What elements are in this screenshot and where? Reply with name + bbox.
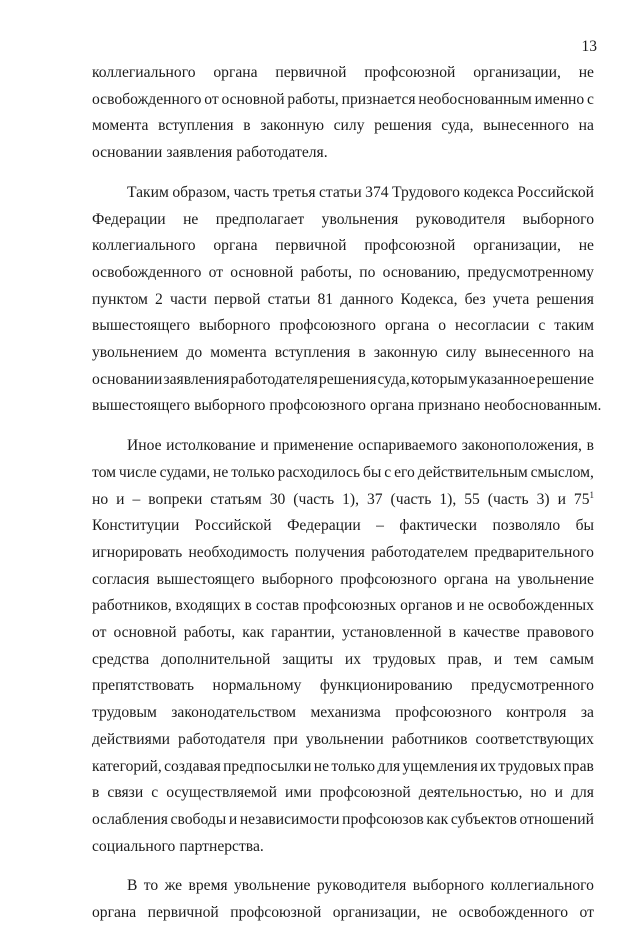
word: основанию, — [382, 263, 461, 281]
word: с — [538, 317, 546, 335]
word: как — [242, 624, 265, 642]
word: 1), — [342, 490, 359, 508]
word: согласия — [92, 570, 150, 588]
word: статьям — [210, 490, 262, 508]
word: профсоюзной — [230, 904, 322, 922]
word: тем — [514, 650, 538, 668]
word: и — [116, 490, 125, 508]
word: механизма — [310, 704, 381, 722]
word: $75^1$ — [573, 489, 594, 508]
word: от — [579, 904, 594, 922]
word: решения — [374, 117, 432, 135]
word: необоснованным — [418, 90, 532, 108]
word: по — [359, 263, 376, 281]
word: статьи — [267, 290, 311, 308]
word: бы — [575, 517, 594, 535]
word: в — [244, 597, 252, 615]
word: категорий, — [92, 757, 162, 775]
word: деятельностью, — [418, 784, 523, 802]
word: выборного — [261, 570, 334, 588]
word: Кодекса, — [400, 290, 458, 308]
word: о — [438, 317, 446, 335]
word: образом, — [172, 183, 231, 201]
text-line — [92, 313, 594, 340]
word: самым — [549, 650, 594, 668]
word: профсоюзных — [303, 597, 397, 615]
word: от — [208, 263, 224, 281]
word: которым — [410, 370, 468, 388]
word: социального — [92, 837, 176, 855]
word: освобожденного — [458, 904, 569, 922]
word: получения — [294, 543, 365, 561]
word: в — [448, 624, 457, 642]
word: осуществляемой — [166, 784, 277, 802]
text-line — [92, 233, 594, 260]
word: основной — [230, 263, 294, 281]
word: коллегиального — [92, 237, 196, 255]
word: профсоюзной — [319, 784, 411, 802]
word: трудовым — [92, 704, 157, 722]
word: для — [571, 784, 594, 802]
word: партнерства. — [179, 837, 264, 855]
word: бы — [362, 463, 382, 481]
word: за — [580, 704, 594, 722]
word: пунктом — [92, 290, 148, 308]
word: от — [204, 90, 219, 108]
word: руководителя — [316, 877, 407, 895]
text-line — [92, 140, 594, 167]
word: позволяло — [492, 517, 561, 535]
word: основании — [92, 144, 163, 162]
text-line — [92, 873, 594, 900]
word: 37 — [366, 490, 383, 508]
text-line — [92, 207, 594, 234]
word: в — [92, 784, 100, 802]
word: вышестоящего — [92, 317, 191, 335]
word: действительным — [417, 463, 528, 481]
word: 2 — [155, 290, 163, 308]
word: с — [587, 90, 594, 108]
word: применение — [273, 437, 354, 455]
word: в — [586, 437, 594, 455]
word: коллегиального — [490, 877, 594, 895]
word: вынесенного — [484, 344, 571, 362]
word: и — [554, 784, 563, 802]
word: не — [213, 463, 229, 481]
word: предварительного — [474, 543, 594, 561]
word: нормальному — [212, 677, 302, 695]
word: с — [151, 784, 159, 802]
text-line — [92, 700, 594, 727]
word: увольнением — [92, 344, 179, 362]
word: гарантии, — [271, 624, 335, 642]
page-number: 13 — [581, 38, 597, 55]
word: не — [578, 237, 594, 255]
word: при — [273, 730, 298, 748]
word: первичной — [275, 64, 347, 81]
word: то — [143, 877, 159, 895]
text-line — [92, 513, 594, 540]
word: Трудового — [392, 183, 460, 201]
word: 3) — [536, 490, 550, 508]
text-line — [92, 260, 594, 287]
word: суда, — [377, 370, 410, 388]
word: работодателя. — [236, 144, 328, 162]
word: Российской — [517, 183, 594, 201]
word: но — [530, 784, 547, 802]
word: правового — [526, 624, 594, 642]
word: и — [557, 490, 566, 508]
word: признано — [418, 397, 481, 415]
word: организации, — [473, 64, 561, 81]
word: и — [260, 437, 269, 455]
word: решение — [536, 370, 594, 388]
word: профсоюзного — [269, 397, 366, 415]
word: трудовых — [372, 650, 436, 668]
word: 81 — [317, 290, 334, 308]
word: первой — [213, 290, 261, 308]
word: вышестоящего — [92, 397, 191, 415]
word: (часть — [293, 490, 335, 508]
word: именно — [534, 90, 585, 108]
word: решения — [536, 290, 594, 308]
word: кодекса — [463, 183, 514, 201]
word: функционированию — [319, 677, 453, 695]
word: от — [92, 624, 107, 642]
paragraph-spacing — [92, 860, 594, 873]
word: профсоюзной — [364, 64, 456, 81]
word: Таким — [127, 183, 169, 201]
word: фактически — [399, 517, 477, 535]
text-line — [92, 113, 594, 140]
word: основной — [113, 624, 177, 642]
word: профсоюзного — [340, 570, 437, 588]
text-line — [92, 593, 594, 620]
word: таким — [554, 317, 594, 335]
word: суда, — [441, 117, 474, 135]
word: 374 — [365, 183, 389, 201]
word: силу — [333, 117, 365, 135]
word: расходилось — [277, 463, 361, 481]
word: заявления — [163, 370, 230, 388]
word: освобожденного — [92, 263, 202, 281]
word: – — [132, 490, 141, 508]
paragraph — [92, 180, 602, 420]
word: основной — [221, 90, 285, 108]
word: профсоюзной — [364, 237, 456, 255]
word: органа — [213, 64, 258, 81]
text-line — [92, 620, 594, 647]
word: части — [169, 290, 207, 308]
superscript: 1 — [589, 489, 594, 500]
word: работы, — [287, 90, 339, 108]
word: не — [313, 757, 330, 775]
word: основании — [92, 370, 163, 388]
word: органов — [400, 597, 453, 615]
text-line — [92, 647, 594, 674]
word: В — [127, 877, 138, 895]
text-line — [92, 433, 594, 460]
word: (часть — [487, 490, 529, 508]
word: с — [384, 463, 392, 481]
paragraph-spacing — [92, 420, 594, 433]
word: на — [578, 344, 594, 362]
word: связи — [107, 784, 144, 802]
word: органа — [443, 570, 489, 588]
word: ущемления — [402, 757, 478, 775]
word: Конституции — [92, 517, 180, 535]
word: Федерации — [92, 210, 166, 228]
word: смыслом, — [530, 463, 594, 481]
word: не — [431, 904, 448, 922]
word: признается — [341, 90, 416, 108]
word: первичной — [147, 904, 219, 922]
word: трудовых — [498, 757, 562, 775]
word: работы, — [300, 263, 353, 281]
word: – — [376, 517, 384, 535]
text-line — [92, 393, 602, 420]
word: законоположения, — [461, 437, 582, 455]
word: вынесенного — [483, 117, 570, 135]
word: законную — [260, 117, 325, 135]
word: истолкование — [166, 437, 256, 455]
word: профсоюзов — [342, 810, 424, 828]
paragraph — [92, 873, 594, 926]
word: необходимость — [188, 543, 289, 561]
word: препятствовать — [92, 677, 194, 695]
word: 55 — [464, 490, 480, 508]
word: коллегиального — [92, 64, 196, 81]
text-line — [92, 460, 594, 487]
word: работников — [391, 730, 468, 748]
word: решения — [318, 370, 377, 388]
word: судами, — [159, 463, 211, 481]
word: и — [493, 650, 503, 668]
word: дополнительной — [161, 650, 271, 668]
word: момента — [210, 344, 267, 362]
word: вступления — [274, 344, 351, 362]
word: предпосылки — [223, 757, 312, 775]
word: руководителя — [415, 210, 506, 228]
word: до — [186, 344, 203, 362]
word: увольнении — [305, 730, 384, 748]
word: 1), — [439, 490, 457, 508]
word: организации, — [332, 904, 421, 922]
word: выборного — [199, 317, 271, 335]
word: но — [92, 490, 109, 508]
word: качестве — [463, 624, 520, 642]
word: ослабления — [92, 810, 168, 828]
word: установленной — [342, 624, 442, 642]
word: статьи — [318, 183, 362, 201]
word: же — [164, 877, 183, 895]
text-line — [92, 540, 594, 567]
word: без — [464, 290, 486, 308]
word: вступления — [158, 117, 234, 135]
word: состав — [255, 597, 300, 615]
text-line — [92, 807, 594, 834]
word: на — [578, 117, 594, 135]
word: органа — [213, 237, 258, 255]
word: вышестоящего — [156, 570, 255, 588]
word: учета — [492, 290, 530, 308]
word: выборного — [412, 877, 485, 895]
word: работников, — [92, 597, 172, 615]
word: предусмотренного — [471, 677, 594, 695]
word: предполагает — [215, 210, 305, 228]
word: контроля — [506, 704, 567, 722]
text-line — [92, 673, 594, 700]
word: защиты — [282, 650, 333, 668]
word: создавая — [164, 757, 221, 775]
word: на — [495, 570, 511, 588]
word: Иное — [127, 437, 162, 455]
word: Российской — [194, 517, 272, 535]
text-line — [92, 834, 594, 861]
word: его — [394, 463, 415, 481]
text-line — [92, 287, 594, 314]
text-line — [92, 780, 594, 807]
word: субъектов — [450, 810, 517, 828]
text-line — [92, 567, 594, 594]
word: оспариваемого — [358, 437, 458, 455]
word: действиями — [92, 730, 171, 748]
word: организации, — [473, 237, 561, 255]
word: третья — [272, 183, 316, 201]
text-line — [92, 340, 594, 367]
word: данного — [340, 290, 394, 308]
word: момента — [92, 117, 149, 135]
word: как — [426, 810, 449, 828]
paragraph — [92, 60, 594, 167]
word: соответствующих — [475, 730, 594, 748]
word: увольнения — [321, 210, 399, 228]
word: заявления — [166, 144, 233, 162]
word: время — [188, 877, 228, 895]
word: средства — [92, 650, 150, 668]
word: отношений — [519, 810, 594, 828]
word: числе — [118, 463, 157, 481]
word: вопреки — [148, 490, 203, 508]
word: указанное — [468, 370, 536, 388]
word: работодателя — [230, 370, 318, 388]
word: входящих — [175, 597, 241, 615]
word: для — [377, 757, 401, 775]
word: и — [228, 810, 238, 828]
word: освобожденного — [92, 90, 202, 108]
text-line — [92, 900, 594, 927]
word: только — [231, 463, 275, 481]
word: первичной — [275, 237, 347, 255]
word: увольнение — [517, 570, 594, 588]
word: их — [479, 757, 497, 775]
word: органа — [385, 317, 430, 335]
word: работы, — [183, 624, 236, 642]
word: профсоюзного — [279, 317, 376, 335]
word: выборного — [522, 210, 594, 228]
text-line — [92, 180, 594, 207]
paragraph — [92, 433, 594, 860]
word: 30 — [269, 490, 286, 508]
word: и — [456, 597, 465, 615]
text-line — [92, 754, 594, 781]
word: освобожденных — [487, 597, 594, 615]
word: свободы — [170, 810, 227, 828]
word: не — [183, 210, 199, 228]
word: несогласии — [455, 317, 530, 335]
word: в — [243, 117, 251, 135]
word: том — [92, 463, 116, 481]
word: законодательством — [171, 704, 297, 722]
word: не — [468, 597, 484, 615]
word: профсоюзного — [395, 704, 492, 722]
word: не — [578, 64, 594, 81]
document-body — [92, 60, 602, 927]
word: законную — [373, 344, 438, 362]
word: необоснованным. — [484, 397, 602, 415]
text-line — [92, 60, 594, 87]
word: работодателя — [178, 730, 266, 748]
word: работодателем — [371, 543, 469, 561]
word: (часть — [390, 490, 432, 508]
word: игнорировать — [92, 543, 183, 561]
word: ими — [285, 784, 312, 802]
word: независимости — [239, 810, 340, 828]
word: их — [344, 650, 362, 668]
word: силу — [445, 344, 477, 362]
word: в — [358, 344, 366, 362]
text-line — [92, 727, 594, 754]
word: органа — [369, 397, 415, 415]
word: часть — [233, 183, 270, 201]
word: увольнение — [234, 877, 311, 895]
text-line — [92, 367, 594, 394]
word: Федерации — [287, 517, 361, 535]
word: прав, — [447, 650, 482, 668]
word: органа — [92, 904, 137, 922]
word: только — [331, 757, 376, 775]
text-line — [92, 487, 594, 514]
word: прав — [563, 757, 594, 775]
paragraph-spacing — [92, 167, 594, 180]
word: предусмотренному — [467, 263, 594, 281]
word: выборного — [194, 397, 266, 415]
text-line — [92, 87, 594, 114]
